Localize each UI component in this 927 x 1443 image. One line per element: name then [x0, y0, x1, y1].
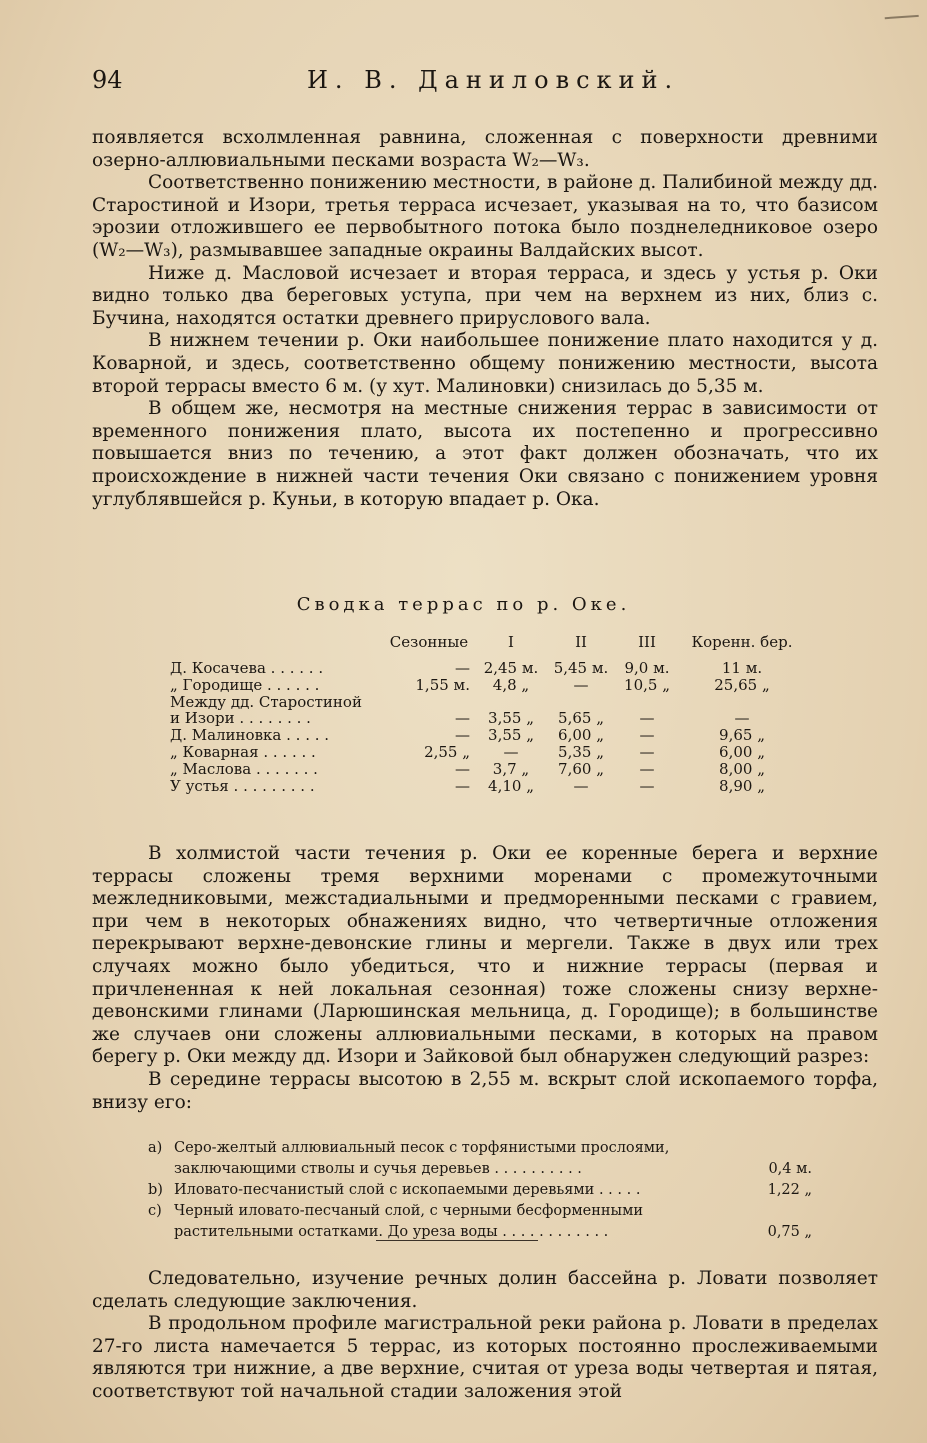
- table-cell: 3,55 „: [488, 709, 534, 728]
- horizontal-rule: [376, 1240, 538, 1241]
- table-cell: 1,55 м.: [415, 675, 470, 694]
- table-header-cell: I: [508, 633, 514, 651]
- table-cell: „ Коварная . . . . . .: [170, 742, 316, 761]
- table-cell: и Изори . . . . . . . .: [170, 709, 311, 728]
- table-cell: У устья . . . . . . . . .: [170, 776, 315, 795]
- table-title: Сводка террас по р. Оке.: [296, 594, 631, 615]
- table-cell: 25,65 „: [714, 675, 770, 694]
- table-row: [170, 710, 806, 727]
- table-cell: —: [455, 709, 470, 728]
- table-cell: „ Маслова . . . . . . .: [170, 759, 318, 778]
- table-header-cell: II: [575, 633, 587, 651]
- table-cell: —: [639, 742, 655, 761]
- table-cell: 11 м.: [721, 659, 763, 677]
- table-cell: —: [455, 659, 470, 677]
- table-cell: —: [734, 709, 750, 728]
- table-cell: 6,00 „: [719, 742, 765, 761]
- table-cell: 2,45 м.: [483, 659, 539, 677]
- section-layer-marker: b): [148, 1182, 163, 1198]
- table-cell: 4,10 „: [488, 776, 534, 795]
- table-cell: 2,55 „: [424, 742, 470, 761]
- section-layer-text: Черный иловато-песчаный слой, с черными бесформенными растительными остатками. До уреза воды . . . . . . . . . . . .: [174, 1203, 644, 1240]
- table-cell: 3,55 „: [488, 726, 534, 745]
- paragraph: В середине террасы высотою в 2,55 м. вскрыт слой ископаемого торфа, внизу его:: [92, 1068, 878, 1113]
- page-header: [92, 66, 872, 106]
- paragraph: появляется всхолмленная равнина, сложенная с поверхности древними озерно-аллювиальными песками возраста W₂—W₃.: [92, 127, 878, 171]
- table-cell: 5,45 м.: [553, 659, 609, 677]
- paragraph: Ниже д. Масловой исчезает и вторая терраса, и здесь у устья р. Оки видно только два береговых уступа, при чем на верхнем из них, близ с. Бучина, находятся остатки древнего прируслового вала.: [92, 262, 878, 329]
- table-cell: „ Городище . . . . . .: [170, 675, 320, 694]
- paragraph: В общем же, несмотря на местные снижения террас в зависимости от временного понижения плато, высота их постепенно и прогрессивно повышается вниз по течению, а этот факт должен обозначать, что их происхождение в нижней части течения Оки связано с понижением уровня углублявшейся р. Куньи, в которую впадает р. Ока.: [92, 398, 878, 510]
- table-header-row: [170, 634, 806, 660]
- table-cell: Д. Малиновка . . . . .: [170, 726, 330, 745]
- table-cell: —: [639, 759, 655, 778]
- table-cell: —: [639, 776, 655, 795]
- table-cell: —: [455, 759, 470, 778]
- table-cell: 3,7 „: [492, 759, 530, 778]
- paragraph: В холмистой части течения р. Оки ее коренные берега и верхние террасы сложены тремя верхними моренами с промежуточными межледниковыми, межстадиальными и предморенными песками с гравием, при чем в некоторых обнажениях видно, что четвертичные отложения перекрывают верхне-девонские глины и мергели. Также в двух или трех случаях можно было убедиться, что и нижние террасы (первая и причлененная к ней локальная сезонная) тоже сложены снизу верхне-девонскими глинами (Ларюшинская мельница, д. Городище); в большинстве же случаев они сложены аллювиальными песками, в которых на правом берегу р. Оки между дд. Изори и Зайковой был обнаружен следующий разрез:: [92, 843, 878, 1068]
- section-layer-value: 1,22 „: [767, 1182, 812, 1198]
- body-text-top: [92, 127, 878, 511]
- table-cell: —: [639, 726, 655, 745]
- table-cell: —: [639, 709, 655, 728]
- table-cell: 6,00 „: [558, 726, 604, 745]
- table-cell: —: [503, 742, 519, 761]
- table-row: [170, 761, 806, 778]
- table-cell: 9,65 „: [719, 726, 765, 745]
- table-cell: —: [573, 776, 589, 795]
- table-header-cell: III: [638, 633, 656, 651]
- body-text-middle: [92, 843, 878, 1114]
- paragraph: Следовательно, изучение речных долин бассейна р. Ловати позволяет сделать следующие заключения.: [92, 1268, 878, 1312]
- terraces-table: [170, 634, 806, 794]
- table-cell: 10,5 „: [624, 675, 670, 694]
- table-cell: 8,00 „: [719, 759, 765, 778]
- table-row: [170, 660, 806, 677]
- page-number: 94: [92, 66, 123, 94]
- section-layer: [148, 1201, 812, 1243]
- geological-section-list: [148, 1138, 812, 1243]
- section-layer: [148, 1138, 812, 1180]
- section-layer-value: 0,75 „: [767, 1224, 812, 1240]
- table-cell: 9,0 м.: [624, 659, 670, 677]
- table-cell: 4,8 „: [492, 675, 530, 694]
- paragraph: В продольном профиле магистральной реки района р. Ловати в пределах 27-го листа намечается 5 террас, из которых постоянно прослеживаемыми являются три нижние, а две верхние, считая от уреза воды четвертая и пятая, соответствуют той начальной стадии заложения этой: [92, 1313, 878, 1402]
- table-row: [170, 694, 806, 711]
- table-row: [170, 778, 806, 795]
- section-layer: [148, 1180, 812, 1201]
- table-row: [170, 727, 806, 744]
- section-layer-text: Серо-желтый аллювиальный песок с торфянистыми прослоями, заключающими стволы и сучья деревьев . . . . . . . . . .: [174, 1140, 670, 1177]
- table-cell: —: [455, 776, 470, 795]
- table-cell: Между дд. Старостиной: [170, 692, 362, 711]
- table-cell: 7,60 „: [558, 759, 604, 778]
- paragraph: В нижнем течении р. Оки наибольшее понижение плато находится у д. Коварной, и здесь, соответственно общему понижению местности, высота второй террасы вместо 6 м. (у хут. Малиновки) снизилась до 5,35 м.: [92, 330, 878, 397]
- table-header-cell: Сезонные: [389, 633, 469, 651]
- paragraph: Соответственно понижению местности, в районе д. Палибиной между дд. Старостиной и Изори, третья терраса исчезает, указывая на то, что базисом эрозии отложившего ее первобытного потока было позднеледниковое озеро (W₂—W₃), размывавшее западные окраины Валдайских высот.: [92, 172, 878, 261]
- section-layer-marker: a): [148, 1140, 163, 1156]
- body-text-bottom: [92, 1268, 878, 1404]
- corner-pencil-mark: [885, 15, 920, 27]
- table-cell: 5,65 „: [558, 709, 604, 728]
- table-row: [170, 677, 806, 694]
- table-header-cell: [170, 634, 388, 660]
- section-layer-marker: c): [148, 1203, 162, 1219]
- table-cell: 5,35 „: [558, 742, 604, 761]
- table-cell: —: [455, 726, 470, 745]
- table-cell: —: [573, 675, 589, 694]
- running-title: И. В. Даниловский.: [307, 66, 680, 94]
- table-header-cell: Коренн. бер.: [691, 633, 793, 651]
- table-cell: 8,90 „: [719, 776, 765, 795]
- section-layer-value: 0,4 м.: [768, 1161, 812, 1177]
- section-layer-text: Иловато-песчанистый слой с ископаемыми деревьями . . . . .: [174, 1182, 641, 1198]
- table-cell: Д. Косачева . . . . . .: [170, 659, 324, 677]
- table-row: [170, 744, 806, 761]
